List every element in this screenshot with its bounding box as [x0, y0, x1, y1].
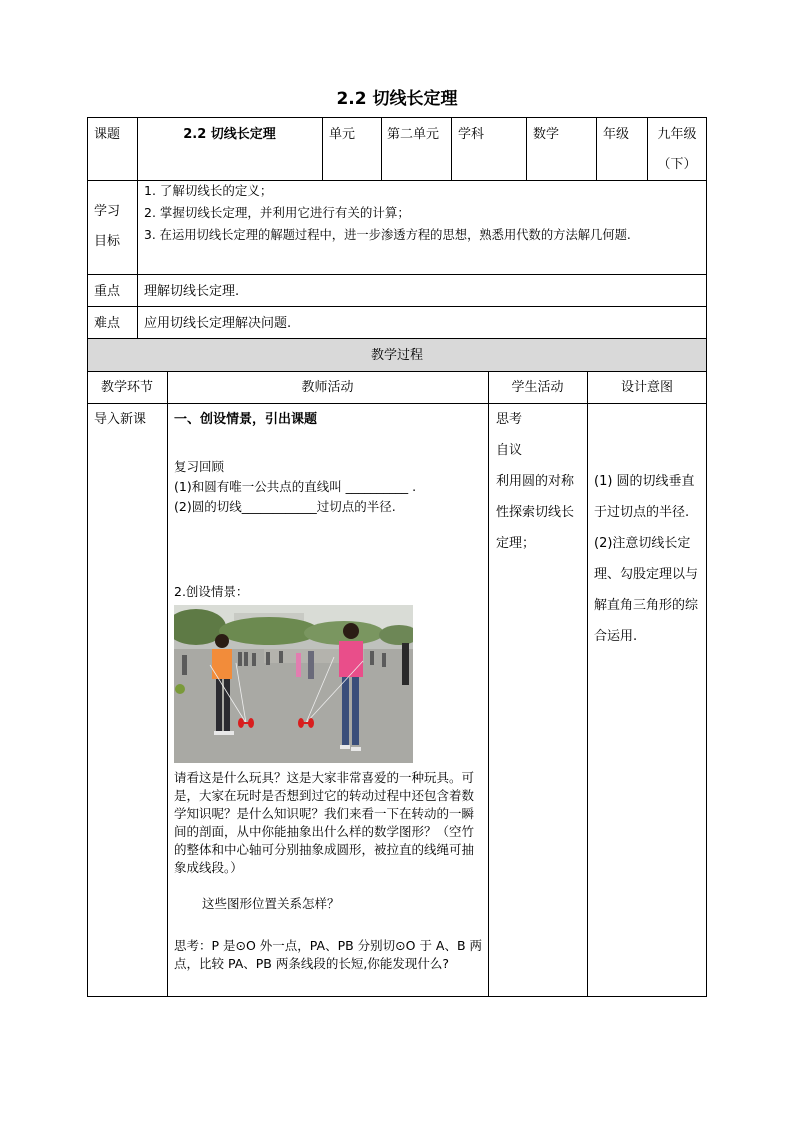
divider — [167, 371, 168, 997]
objectives-label-line2: 目标 — [94, 234, 121, 249]
grade-value-line2: （下） — [657, 157, 697, 172]
process-title: 教学过程 — [370, 348, 423, 363]
grade-value-line1: 九年级 — [657, 127, 697, 142]
objective-item: 1. 了解切线长的定义； — [144, 183, 273, 198]
difficulty-label: 难点 — [94, 316, 121, 331]
difficulty-value: 应用切线长定理解决问题. — [144, 316, 292, 331]
divider — [87, 274, 707, 275]
divider — [137, 117, 138, 339]
topic-value: 2.2 切线长定理 — [183, 127, 276, 142]
diabolo-photo — [174, 605, 413, 763]
scene-title: 2.创设情景： — [174, 584, 249, 599]
objective-item: 3. 在运用切线长定理的解题过程中，进一步渗透方程的思想，熟悉用代数的方法解几何题. — [144, 228, 631, 242]
subject-label: 学科 — [458, 127, 485, 142]
divider — [322, 117, 323, 180]
think-question: 思考：P 是⊙O 外一点，PA、PB 分别切⊙O 于 A、B 两点，比较 PA、PB 两条线段的长短,你能发现什么? — [174, 938, 483, 971]
divider — [87, 403, 707, 404]
divider — [596, 117, 597, 180]
position-question: 这些图形位置关系怎样？ — [202, 896, 340, 911]
student-activity-3: 利用圆的对称性探索切线长定理； — [496, 474, 575, 551]
divider — [87, 306, 707, 307]
col-teacher: 教师活动 — [301, 380, 354, 395]
review-question-2: (2)圆的切线____________过切点的半径. — [174, 499, 396, 514]
review-question-1: (1)和圆有唯一公共点的直线叫 __________ . — [174, 479, 417, 494]
col-student: 学生活动 — [511, 380, 564, 395]
scene-paragraph: 请看这是什么玩具？这是大家非常喜爱的一种玩具。可是，大家在玩时是否想到过它的转动过程中还包含着数学知识呢？是什么知识呢？我们来看一下在转动的一瞬间的剖面，从中你能抽象出什么样的数学图形？（空竹的整体和中心轴可分别抽象成圆形，被拉直的线绳可抽象成线段。） — [174, 770, 475, 875]
student-activity-2: 自议 — [496, 443, 523, 458]
unit-value: 第二单元 — [387, 127, 440, 142]
divider — [526, 117, 527, 180]
stage-label: 导入新课 — [94, 412, 147, 427]
subject-value: 数学 — [533, 127, 560, 142]
review-title: 复习回顾 — [174, 459, 225, 474]
divider — [87, 371, 707, 372]
col-stage: 教学环节 — [100, 380, 153, 395]
divider — [451, 117, 452, 180]
divider — [587, 371, 588, 997]
key-point-value: 理解切线长定理. — [144, 284, 240, 299]
topic-label: 课题 — [94, 127, 121, 142]
col-design: 设计意图 — [620, 380, 673, 395]
objectives-label-line1: 学习 — [94, 204, 121, 219]
grade-label: 年级 — [603, 127, 630, 142]
student-activity-1: 思考 — [496, 412, 523, 427]
document-title: 2.2 切线长定理 — [336, 89, 458, 109]
divider — [488, 371, 489, 997]
key-point-label: 重点 — [94, 284, 121, 299]
unit-label: 单元 — [329, 127, 356, 142]
intro-heading: 一、创设情景，引出课题 — [174, 412, 318, 427]
objective-item: 2. 掌握切线长定理，并利用它进行有关的计算； — [144, 205, 410, 220]
design-intent: (1) 圆的切线垂直于过切点的半径. (2)注意切线长定理、勾股定理以与解直角三角形的综合运用. — [594, 474, 699, 644]
divider — [381, 117, 382, 180]
